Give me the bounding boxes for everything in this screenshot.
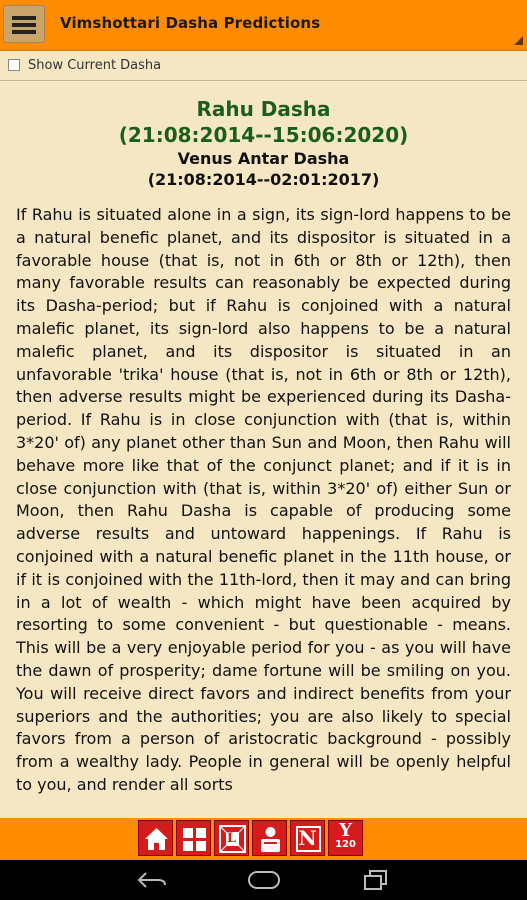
system-navigation-bar xyxy=(0,860,527,900)
option-bar xyxy=(0,51,527,81)
overflow-corner-icon[interactable] xyxy=(514,36,523,45)
antar-dasha-period: (21:08:2014--02:01:2017) xyxy=(147,170,380,189)
bottom-navigation xyxy=(0,818,527,860)
dasha-title: Rahu Dasha xyxy=(196,97,331,121)
hamburger-menu-icon[interactable] xyxy=(3,5,45,43)
show-current-dasha-label[interactable]: Show Current Dasha xyxy=(28,58,162,73)
prediction-text: If Rahu is situated alone in a sign, its sign-lord happens to be a natural benefic planet, and its dispositor is situated in a favorable house (that is, not in 6th or 8th or 12th), then many favorable results can reasonably be expected during its Dasha-period; but if Rahu is conjoined with a natural malefic planet, its sign-lord also happens to be a natural malefic planet, and its dispositor is situated in an unfavorable 'trika' house (that is, not in 6th or 8th or 12th), then adverse results might be experienced during its Dasha-period. If Rahu is in close conjunction with (that is, within 3*20' of) any planet other than Sun and Moon, then Rahu will behave more like that of the conjunct planet; and if it is in close conjunction with (that is, within 3*20' of) either Sun or Moon, then Rahu Dasha is capable of producing some adverse results and untoward happenings. If Rahu is conjoined with a natural benefic planet in the 11th house, or if it is conjoined with the 11th-lord, then it may and can bring in a lot of wealth - which might have been acquired by resorting to some convenient - but questionable - means. This will be a very enjoyable period for you - as you will have the dawn of prosperity; dame fortune will be smiling on you. You will receive direct favors and indirect benefits from your superiors and the authorities; you are also likely to special favors from a person of aristocratic background - possibly from a wealthy lady. People in general will be openly helpful to you, and render all sorts xyxy=(16,205,511,794)
back-icon[interactable] xyxy=(136,869,168,891)
lagna-chart-icon[interactable]: L xyxy=(214,820,249,856)
horoscope-person-icon[interactable] xyxy=(252,820,287,856)
antar-dasha-title: Venus Antar Dasha xyxy=(177,149,350,168)
yearly-120-icon[interactable]: Y 120 xyxy=(328,820,363,856)
dasha-heading xyxy=(0,97,527,190)
page-title: Vimshottari Dasha Predictions xyxy=(60,14,321,32)
numerology-icon[interactable]: N xyxy=(290,820,325,856)
recents-icon[interactable] xyxy=(362,869,390,891)
app-bar xyxy=(0,0,527,51)
prediction-content[interactable] xyxy=(0,81,527,818)
show-current-dasha-checkbox[interactable] xyxy=(8,59,20,71)
dasha-period: (21:08:2014--15:06:2020) xyxy=(118,123,409,147)
grid-icon[interactable] xyxy=(176,820,211,856)
home-icon[interactable] xyxy=(138,820,173,856)
home-button-icon[interactable] xyxy=(247,869,281,891)
